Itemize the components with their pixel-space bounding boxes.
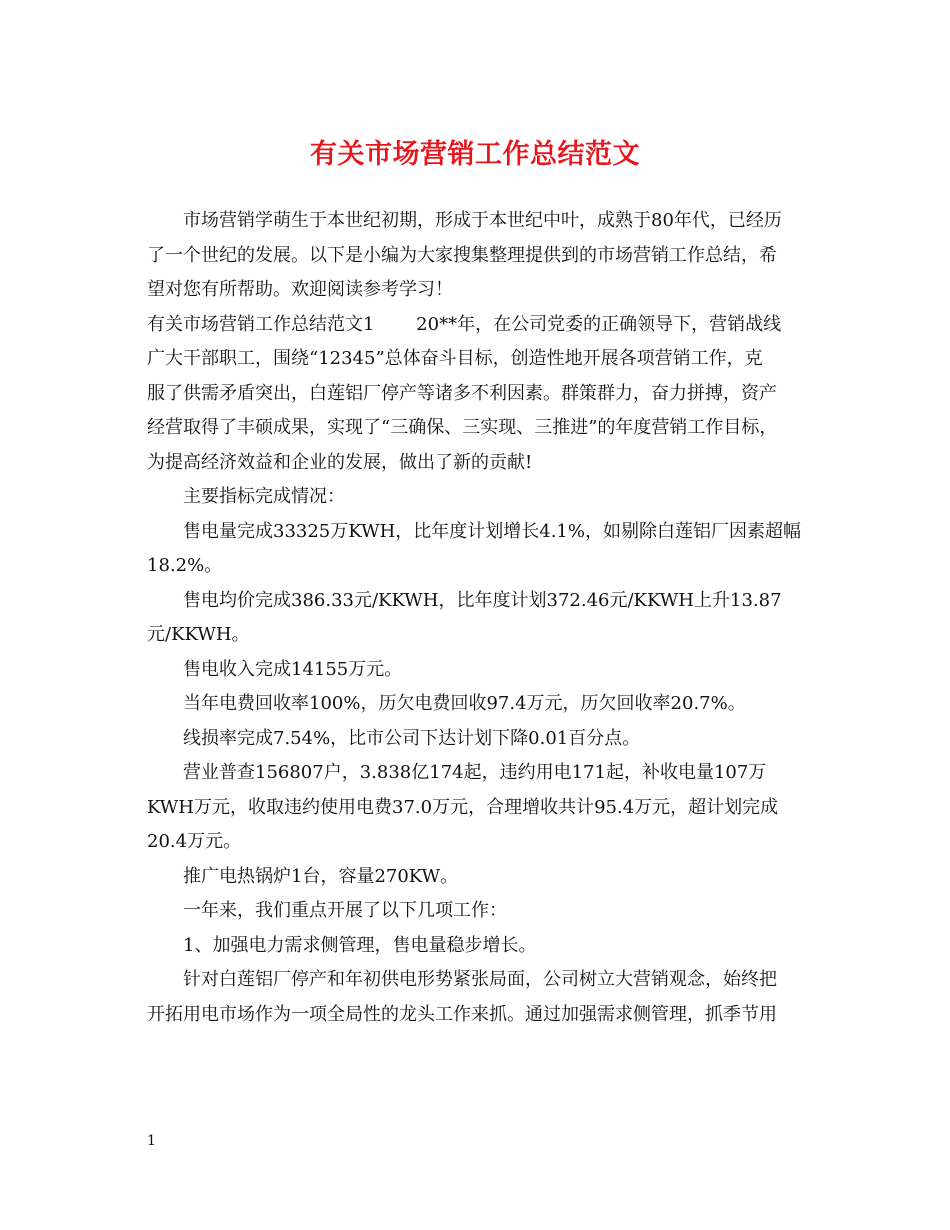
text-line: 线损率完成7.54%，比市公司下达计划下降0.01百分点。 (183, 727, 641, 749)
text-line: 20.4万元。 (147, 831, 242, 852)
text-line: 服了供需矛盾突出，白莲铝厂停产等诸多不利因素。群策群力，奋力拼搏，资产 (147, 382, 777, 404)
text-line: 望对您有所帮助。欢迎阅读参考学习！ (147, 279, 453, 300)
text-line: 营业普查156807户，3.838亿174起，违约用电171起，补收电量107万 (183, 762, 767, 783)
document-body (147, 204, 807, 1032)
page-number: 1 (147, 1133, 156, 1149)
document-title: 有关市场营销工作总结范文 (310, 139, 640, 170)
text-line: KWH万元，收取违约使用电费37.0万元，合理增收共计95.4万元，超计划完成 (147, 796, 779, 818)
text-line: 元/KKWH。 (147, 624, 250, 645)
text-line: 一年来，我们重点开展了以下几项工作： (183, 900, 507, 921)
text-line: 市场营销学萌生于本世纪初期，形成于本世纪中叶，成熟于80年代，已经历 (183, 210, 782, 231)
text-line: 当年电费回收率100%，历欠电费回收97.4万元，历欠回收率20.7%。 (183, 693, 746, 714)
text-line: 售电均价完成386.33元/KKWH，比年度计划372.46元/KKWH上升13.87 (183, 589, 782, 611)
text-line: 针对白莲铝厂停产和年初供电形势紧张局面，公司树立大营销观念，始终把 (183, 969, 777, 990)
text-line: 售电收入完成14155万元。 (183, 658, 403, 680)
text-line: 主要指标完成情况： (183, 486, 345, 507)
text-line: 经营取得了丰硕成果，实现了“三确保、三实现、三推进”的年度营销工作目标， (147, 417, 778, 438)
text-line: 18.2%。 (147, 555, 223, 576)
text-line: 有关市场营销工作总结范文1 20**年，在公司党委的正确领导下，营销战线 (147, 313, 782, 335)
text-line: 售电量完成33325万KWH，比年度计划增长4.1%，如剔除白莲铝厂因素超幅 (183, 520, 801, 542)
text-line: 开拓用电市场作为一项全局性的龙头工作来抓。通过加强需求侧管理，抓季节用 (147, 1003, 777, 1025)
text-line: 为提高经济效益和企业的发展，做出了新的贡献! (147, 451, 533, 473)
text-line: 了一个世纪的发展。以下是小编为大家搜集整理提供到的市场营销工作总结，希 (147, 244, 777, 266)
text-line: 1、加强电力需求侧管理，售电量稳步增长。 (183, 934, 537, 956)
text-line: 广大干部职工，围绕“12345”总体奋斗目标，创造性地开展各项营销工作，克 (147, 348, 763, 369)
text-line: 推广电热锅炉1台，容量270KW。 (183, 865, 459, 887)
